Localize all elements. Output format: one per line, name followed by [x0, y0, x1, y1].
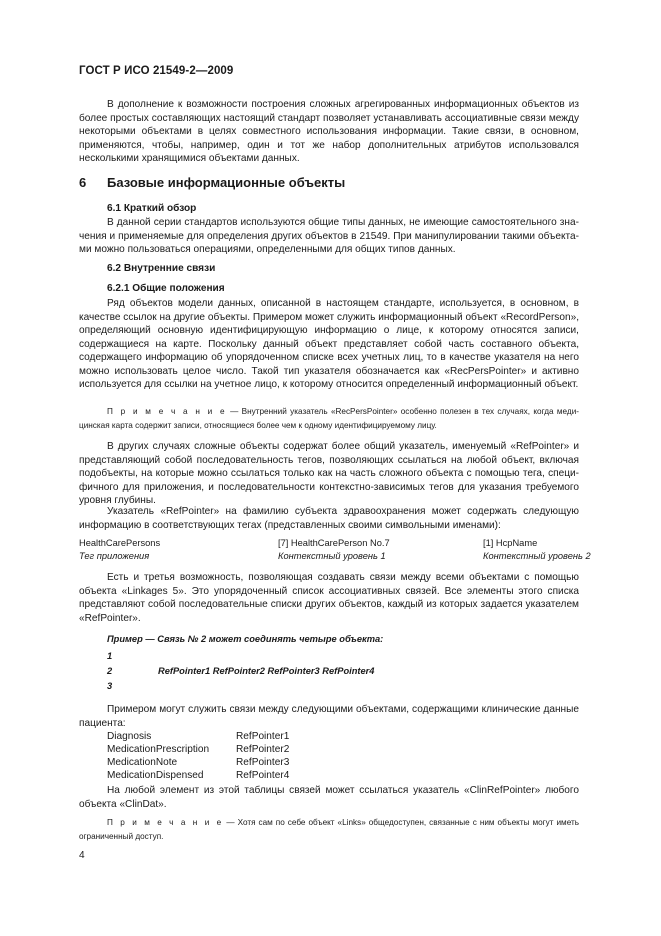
- link-object: Diagnosis: [107, 731, 152, 742]
- note-1: [79, 405, 579, 432]
- example-line-3: 3: [107, 681, 113, 691]
- tag-table-row-names: [79, 538, 609, 550]
- tag-label-application: Тег приложения: [79, 551, 150, 561]
- tag-label-context-2: Контекстный уровень 2: [483, 551, 591, 561]
- link-pair-row: [107, 757, 407, 771]
- link-pair-row: [107, 770, 407, 784]
- section-6-2-1-paragraph-6: На любой элемент из этой таблицы связей может ссылаться указатель «ClinRefPointer» любого объекта «ClinDat».: [79, 785, 579, 810]
- link-pointer: RefPointer4: [236, 770, 290, 781]
- section-6-2-1-paragraph-1: Ряд объектов модели данных, описанной в настоящем стандарте, используется, в основном, в качестве ссылок на другие объекты. Примером может служить информационный объект «RecordPerson», определяющий основную идентифицирующую информацию о лице, к которому относятся записи, содержащиеся на карте. Поскольку данный объект представляет собой часть составного объекта, содержащего информацию об упорядоченном списке всех учетных лиц, то в качестве указателя на него можно использовать целое число. Такой тип указателя обозначается как «RecPersPointer» и активно используется для ссылки на учетное лицо, к которому относится определенный информационный объект.: [79, 298, 579, 390]
- tag-cell-application: HealthCarePersons: [79, 538, 161, 548]
- section-6-1-paragraph: В данной серии стандартов используются общие типы данных, не имеющие самостоятельного значения и применяемые для определения других объектов в 21549. При манипулировании такими объектами можно пользоваться операциями, определенными для общих типов данных.: [79, 217, 579, 255]
- section-6-2-1-heading: 6.2.1 Общие положения: [107, 283, 225, 294]
- section-6-title: Базовые информационные объекты: [107, 175, 346, 190]
- link-pointer: RefPointer2: [236, 744, 290, 755]
- link-object: MedicationDispensed: [107, 770, 204, 781]
- link-object: MedicationNote: [107, 757, 178, 768]
- tag-cell-context-2: [1] HcpName: [483, 538, 538, 548]
- note-1-label: П р и м е ч а н и е: [107, 407, 227, 416]
- page-number: 4: [79, 850, 85, 861]
- link-pair-row: [107, 744, 407, 758]
- section-6-1-heading: 6.1 Краткий обзор: [107, 203, 197, 214]
- note-2: [79, 816, 579, 843]
- tag-label-context-1: Контекстный уровень 1: [278, 551, 386, 561]
- section-6-number: 6: [79, 175, 87, 190]
- link-pointer: RefPointer3: [236, 757, 290, 768]
- example-title: Пример — Связь № 2 может соединять четыре объекта:: [107, 634, 384, 644]
- standard-header: ГОСТ Р ИСО 21549-2—2009: [79, 65, 234, 77]
- tag-table-row-labels: [79, 551, 609, 563]
- link-object: MedicationPrescription: [107, 744, 210, 755]
- note-2-text: — Хотя сам по себе объект «Links» общедоступен, связанные с ним объекты могут иметь ограниченный доступ.: [79, 818, 579, 841]
- tag-cell-context-1: [7] HealthCarePerson No.7: [278, 538, 390, 548]
- section-6-2-heading: 6.2 Внутренние связи: [107, 263, 216, 274]
- example-line-2-number: 2: [107, 666, 113, 676]
- link-pointer: RefPointer1: [236, 731, 290, 742]
- section-6-heading: [79, 175, 345, 190]
- section-6-2-1-paragraph-3: Указатель «RefPointer» на фамилию субъекта здравоохранения может содержать следующую информацию в соответствующих тегах (представленных своими символьными именами):: [79, 506, 579, 531]
- link-pair-row: [107, 731, 407, 745]
- note-2-label: П р и м е ч а н и е: [107, 818, 224, 827]
- section-6-2-1-paragraph-2: В других случаях сложные объекты содержат более общий указатель, именуемый «RefPointer» и представляющий собой последовательность тегов, позволяющих ссылаться на любой объект, включая подобъекты, на которые можно ссылаться только как на часть сложного объекта с помощью тега, специфичного для приложения, и последовательности контекстно-зависимых тегов для указания требуемого уровня глубины.: [79, 441, 579, 506]
- intro-paragraph: В дополнение к возможности построения сложных агрегированных информационных объектов из более простых составляющих настоящий стандарт позволяет устанавливать ассоциативные связи между некоторыми объектами в целях совместного использования информации. Такие связи, в основном, применяются, чтобы, например, один и тот же набор дополнительных атрибутов использовался несколькими хранящимися объектами данных.: [79, 99, 579, 164]
- section-6-2-1-paragraph-4: Есть и третья возможность, позволяющая создавать связи между всеми объектами с помощью объекта «Linkages 5». Это упорядоченный список ассоциативных связей. Все элементы этого списка представляют собой последовательные списки других объектов, каждый из которых задается указателем «RefPointer».: [79, 572, 579, 624]
- example-line-1: 1: [107, 651, 113, 661]
- note-1-text: — Внутренний указатель «RecPersPointer» особенно полезен в тех случаях, когда медицинская карта содержит записи, относящиеся более чем к одному идентифицируемому лицу.: [79, 407, 580, 430]
- example-line-2-text: RefPointer1 RefPointer2 RefPointer3 RefPointer4: [158, 666, 375, 676]
- section-6-2-1-paragraph-5: Примером могут служить связи между следующими объектами, содержащими клинические данные пациента:: [79, 704, 579, 729]
